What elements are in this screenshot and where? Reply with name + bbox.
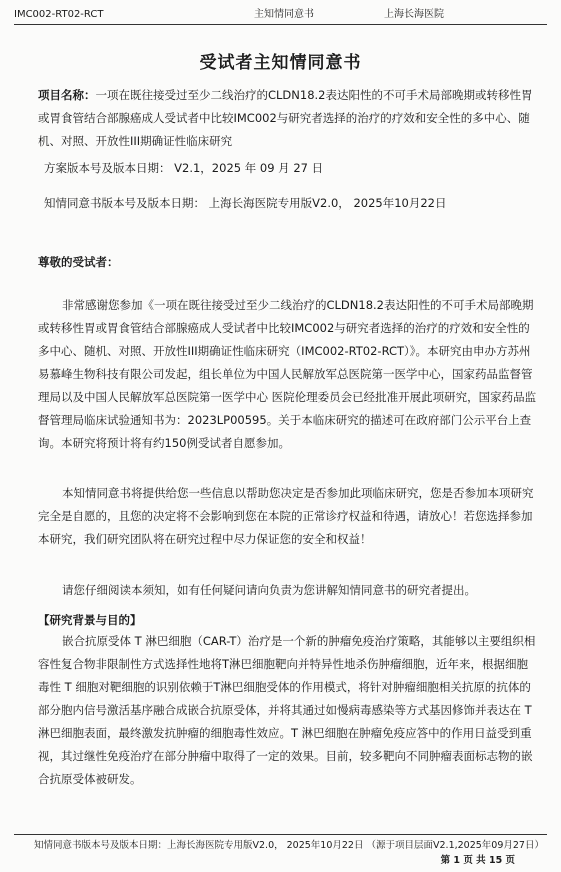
intro-paragraph-text: 非常感谢您参加《一项在既往接受过至少二线治疗的CLDN18.2表达阳性的不可手术局部晚期或转移性胃或胃食管结合部腺癌成人受试者中比较IMC002与研究者选择的治疗的疗效和安全性的多中心、随机、对照、开放性III期确证性临床研究（IMC002-RT02-RCT）》。本研究由申办方苏州易慕峰生物科技有限公司发起，组长单位为中国人民解放军总医院第一医学中心，国家药品监督管理局以及中国人民解放军总医院第一医学中心 医院伦理委员会已经批准开展此项研究，国家药品监督管理局临床试验通知书为：2023LP00595。关于本临床研究的描述可在政府部门公示平台上查询。本研究将预计将有约150例受试者自愿参加。 — [38, 298, 537, 450]
icf-version-line: 知情同意书版本号及版本日期： 上海长海医院专用版V2.0， 2025年10月22日 — [44, 196, 447, 210]
page-header — [14, 6, 547, 25]
salutation: 尊敬的受试者： — [38, 255, 119, 269]
footer-version-text: 知情同意书版本号及版本日期：上海长海医院专用版V2.0， 2025年10月22日 （源于项目层面V2.1,2025年09月27日） — [34, 840, 544, 851]
background-paragraph — [38, 630, 537, 791]
header-hospital-name: 上海长海医院 — [384, 9, 444, 20]
intro-paragraph — [38, 294, 537, 455]
read-notice-paragraph — [38, 579, 537, 602]
project-name-text: 一项在既往接受过至少二线治疗的CLDN18.2表达阳性的不可手术局部晚期或转移性胃或胃食管结合部腺癌成人受试者中比较IMC002与研究者选择的治疗的疗效和安全性的多中心、随机、对照、开放性III期确证性临床研究 — [38, 88, 533, 148]
section-title-background: 【研究背景与目的】 — [38, 613, 142, 627]
project-name-block — [38, 84, 537, 153]
voluntary-paragraph — [38, 482, 537, 551]
footer-divider — [14, 834, 547, 835]
protocol-version-line: 方案版本号及版本日期： V2.1，2025 年 09 月 27 日 — [44, 161, 324, 175]
project-name-label: 项目名称： — [38, 88, 96, 102]
voluntary-paragraph-text: 本知情同意书将提供给您一些信息以帮助您决定是否参加此项临床研究，您是否参加本项研究完全是自愿的，且您的决定将不会影响到您在本院的正常诊疗权益和待遇，请放心！若您选择参加本研究，我们研究团队将在研究过程中尽力保证您的安全和权益！ — [38, 486, 534, 546]
document-title: 受试者主知情同意书 — [199, 53, 362, 73]
header-document-name: 主知情同意书 — [254, 9, 314, 20]
header-study-code: IMC002-RT02-RCT — [14, 9, 104, 20]
page-number: 第 1 页 共 15 页 — [440, 855, 515, 866]
read-notice-paragraph-text: 请您仔细阅读本须知，如有任何疑问请向负责为您讲解知情同意书的研究者提出。 — [62, 583, 476, 597]
background-paragraph-text: 嵌合抗原受体 T 淋巴细胞（CAR-T）治疗是一个新的肿瘤免疫治疗策略，其能够以主要组织相容性复合物非限制性方式选择性地将T淋巴细胞靶向并特异性地杀伤肿瘤细胞，近年来，根据细胞毒性 T 细胞对靶细胞的识别依赖于T淋巴细胞受体的作用模式，将针对肿瘤细胞相关抗原的抗体的部分胞内信号激活基序融合成嵌合抗原受体，并将其通过如慢病毒感染等方式基因修饰并表达在 T 淋巴细胞表面，最终激发抗肿瘤的细胞毒性效应。T 淋巴细胞在肿瘤免疫应答中的作用日益受到重视，其过继性免疫治疗在部分肿瘤中取得了一定的效果。目前，较多靶向不同肿瘤表面标志物的嵌合抗原受体被研发。 — [38, 634, 536, 786]
